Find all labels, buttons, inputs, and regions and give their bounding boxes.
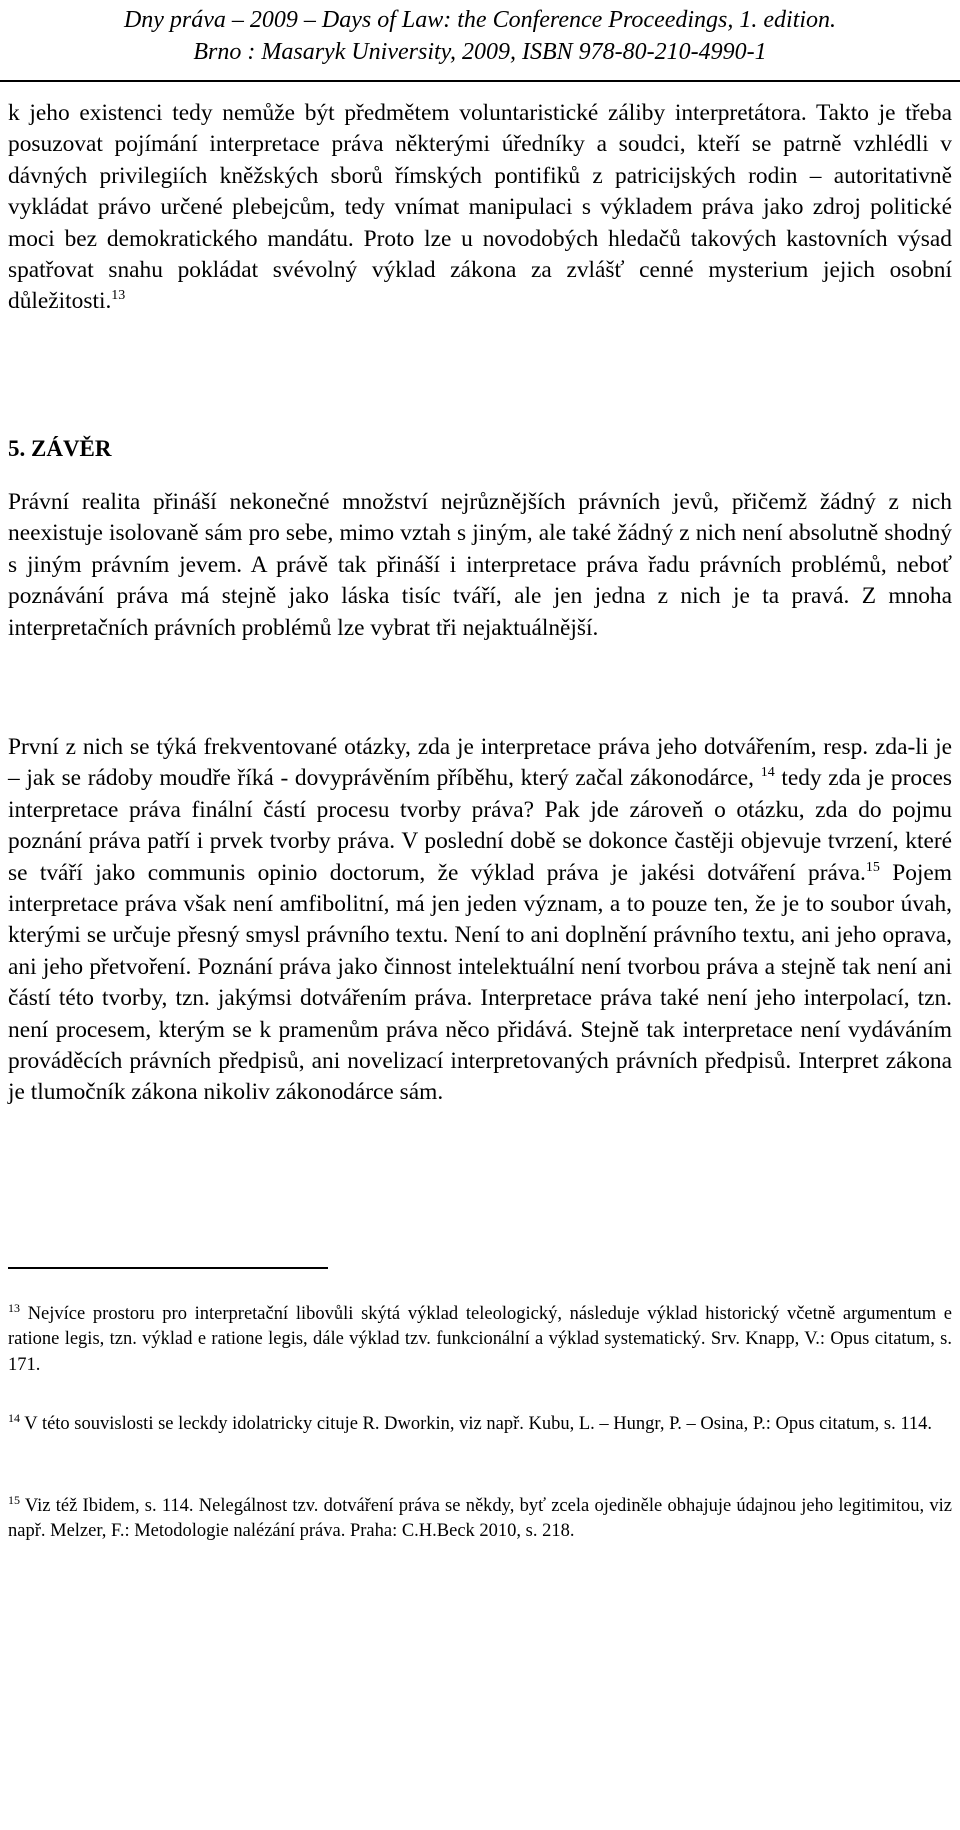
footnote-number: 14 [8, 1410, 20, 1425]
body-paragraph-1 [8, 98, 952, 318]
paragraph-3-part-a: První z nich se týká frekventované otázky, zda je interpretace práva jeho dotvářením, resp. zda-li je – jak se rádoby moudře říká - dovyprávěním příběhu, který začal zákonodárce, [8, 734, 952, 792]
footnote-text: Nejvíce prostoru pro interpretační libovůli skýtá výklad teleologický, následuje výklad historický včetně argumentum e ratione legis, tzn. výklad e ratione legis, dále výklad tzv. funkcionální a výklad systematický. Srv. Knapp, V.: Opus citatum, s. 171. [8, 1304, 952, 1375]
paragraph-3-part-b: tedy zda je proces interpretace práva finální částí procesu tvorby práva? Pak jde zároveň o otázku, zda do pojmu poznání práva patří i prvek tvorby práva. V poslední době se dokonce častěji objevuje tvrzení, které se tváří jako communis opinio doctorum, že výklad práva je jakési dotváření práva. [8, 765, 952, 886]
footnote-number: 13 [8, 1300, 20, 1315]
footnote-ref-14[interactable]: 14 [760, 765, 775, 781]
paragraph-1-text: k jeho existenci tedy nemůže být předmětem voluntaristické záliby interpretátora. Takto je třeba posuzovat pojímání interpretace práva některými úředníky a soudci, kteří se patrně vzhlédli v dávných privilegiích kněžských sborů římských pontifiků z patricijských rodin – autoritativně vykládat právo určené plebejcům, tedy vnímat manipulaci s výkladem práva jako zdroj politické moci bez demokratického mandátu. Proto lze u novodobých hledačů takových kastovních výsad spatřovat snahu pokládat svévolný výklad zákona za zvlášť cenné mysterium jejich osobní důležitosti. [8, 100, 952, 315]
body-paragraph-3 [8, 732, 952, 1109]
header-line-2: Brno : Masaryk University, 2009, ISBN 978-80-210-4990-1 [193, 39, 767, 65]
paragraph-3-part-c: Pojem interpretace práva však není amfibolitní, má jen jeden význam, a to pouze ten, že je to soubor úvah, kterými se určuje přesný smysl právního textu. Není to ani doplnění právního textu, ani jeho oprava, ani jeho přetvoření. Poznání práva jako činnost intelektuální není tvorbou práva a stejně tak není ani částí této tvorby, tzn. jakýmsi dotvářením práva. Interpretace práva také není jeho interpolací, tzn. není procesem, kterým se k pramenům práva něco přidává. Stejně tak interpretace není vydáváním prováděcích právních předpisů, ani novelizací interpretovaných právních předpisů. Interpret zákona je tlumočník zákona nikoliv zákonodárce sám. [8, 859, 952, 1106]
footnote-number: 15 [8, 1492, 20, 1507]
footnote-text: V této souvislosti se leckdy idolatricky cituje R. Dworkin, viz např. Kubu, L. – Hungr, P. – Osina, P.: Opus citatum, s. 114. [20, 1414, 933, 1434]
footnote-ref-15[interactable]: 15 [865, 859, 880, 875]
footnote-13 [8, 1302, 952, 1378]
body-paragraph-2: Právní realita přináší nekonečné množství nejrůznějších právních jevů, přičemž žádný z nich neexistuje isolovaně sám pro sebe, mimo vztah s jiným, ale také žádný z nich není absolutně shodný s jiným právním jevem. A právě tak přináší i interpretace práva řadu právních problémů, neboť poznávání práva má stejně jako láska tisíc tváří, ale jen jedna z nich je ta pravá. Z mnoha interpretačních právních problémů lze vybrat tři nejaktuálnější. [8, 489, 952, 641]
footnote-text: Viz též Ibidem, s. 114. Nelegálnost tzv. dotváření práva se někdy, byť zcela ojediněle obhajuje údajnou jeho legitimitou, viz např. Melzer, F.: Metodologie nalézání práva. Praha: C.H.Beck 2010, s. 218. [8, 1496, 952, 1542]
footnote-15 [8, 1494, 952, 1545]
footnote-14 [8, 1412, 952, 1437]
footnote-separator [8, 1267, 328, 1269]
header-rule [0, 80, 960, 82]
header-line-1: Dny práva – 2009 – Days of Law: the Conference Proceedings, 1. edition. [123, 7, 837, 33]
footnote-ref-13[interactable]: 13 [111, 288, 126, 304]
section-heading: 5. ZÁVĚR [8, 436, 112, 461]
page-header [0, 0, 960, 80]
